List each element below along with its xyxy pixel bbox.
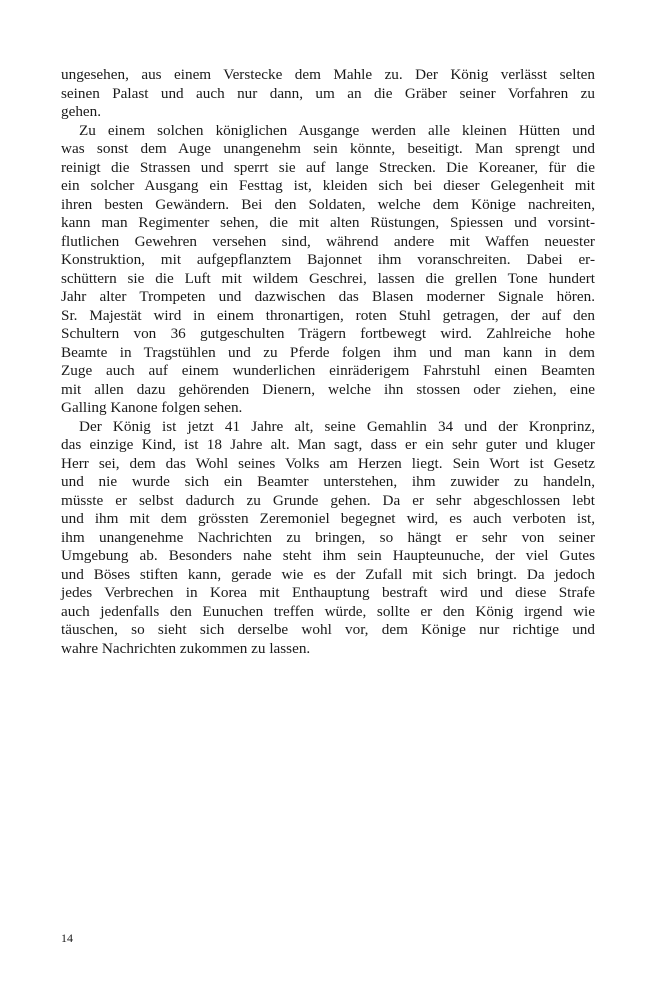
page-number: 14 <box>61 931 73 945</box>
text-line: flutlichen Gewehren versehen sind, während andere mit Waffen neuester <box>61 232 595 250</box>
text-line: Zu einem solchen königlichen Ausgange werden alle kleinen Hütten und <box>79 121 595 139</box>
text-line: Beamte in Tragstühlen und zu Pferde folgen ihm und man kann in dem <box>61 343 595 361</box>
paragraph-2 <box>61 122 595 418</box>
text-line: ihren besten Gewändern. Bei den Soldaten, welche dem Könige nachreiten, <box>61 195 595 213</box>
text-line: kann man Regimenter sehen, die mit alten Rüstungen, Spiessen und vorsint- <box>61 214 595 231</box>
text-line: und ihm mit dem grössten Zeremoniel begegnet wird, es auch verboten ist, <box>61 510 595 527</box>
text-line: reinigt die Strassen und sperrt sie auf lange Strecken. Die Koreaner, für die <box>61 158 595 176</box>
paragraph-3 <box>61 418 595 659</box>
text-line: auch jedenfalls den Eunuchen treffen würde, sollte er den König irgend wie <box>61 602 595 620</box>
text-line: Jahr alter Trompeten und dazwischen das Blasen moderner Signale hören. <box>61 288 595 305</box>
text-line: Schultern von 36 gutgeschulten Trägern fortbewegt wird. Zahlreiche hohe <box>61 325 595 342</box>
text-line: Der König ist jetzt 41 Jahre alt, seine Gemahlin 34 und der Kronprinz, <box>79 417 595 435</box>
text-line: jedes Verbrechen in Korea mit Enthauptung bestraft wird und diese Strafe <box>61 584 595 601</box>
text-line: und nie wurde sich ein Beamter unterstehen, ihm zuwider zu handeln, <box>61 473 595 490</box>
paragraph-1 <box>61 66 595 122</box>
text-line: Sr. Majestät wird in einem thronartigen, roten Stuhl getragen, der auf den <box>61 306 595 324</box>
page-body <box>61 66 595 658</box>
text-line: Konstruktion, mit aufgepflanztem Bajonnet ihm voranschreiten. Dabei er- <box>61 251 595 268</box>
text-line: was sonst dem Auge unangenehm sein könnte, beseitigt. Man sprengt und <box>61 140 595 157</box>
text-line: gehen. <box>61 103 102 120</box>
text-line: müsste er selbst dadurch zu Grunde gehen. Da er sehr abgeschlossen lebt <box>61 491 595 509</box>
text-line: Herr sei, dem das Wohl seines Volks am Herzen liegt. Sein Wort ist Gesetz <box>61 454 595 472</box>
text-line: ungesehen, aus einem Verstecke dem Mahle zu. Der König verlässt selten <box>61 66 595 83</box>
text-line: täuschen, so sieht sich derselbe wohl vor, dem Könige nur richtige und <box>61 621 595 638</box>
text-line: und Böses stiften kann, gerade wie es der Zufall mit sich bringt. Da jedoch <box>61 565 595 583</box>
text-line: Galling Kanone folgen sehen. <box>61 399 243 416</box>
text-line: ein solcher Ausgang ein Festtag ist, kleiden sich bei dieser Gelegenheit mit <box>61 177 595 194</box>
text-line: Umgebung ab. Besonders nahe steht ihm sein Haupteunuche, der viel Gutes <box>61 547 595 564</box>
text-line: wahre Nachrichten zukommen zu lassen. <box>61 639 311 657</box>
text-line: ihm unangenehme Nachrichten zu bringen, so hängt er sehr von seiner <box>61 528 595 546</box>
text-line: mit allen dazu gehörenden Dienern, welche ihn stossen oder ziehen, eine <box>61 380 595 398</box>
text-line: schüttern sie die Luft mit wildem Geschrei, lassen die grellen Tone hundert <box>61 269 595 287</box>
text-line: das einzige Kind, ist 18 Jahre alt. Man sagt, dass er ein sehr guter und kluger <box>61 436 595 453</box>
text-line: Zuge auch auf einem wunderlichen einräderigem Fahrstuhl einen Beamten <box>61 362 595 379</box>
text-line: seinen Palast und auch nur dann, um an die Gräber seiner Vorfahren zu <box>61 84 595 102</box>
